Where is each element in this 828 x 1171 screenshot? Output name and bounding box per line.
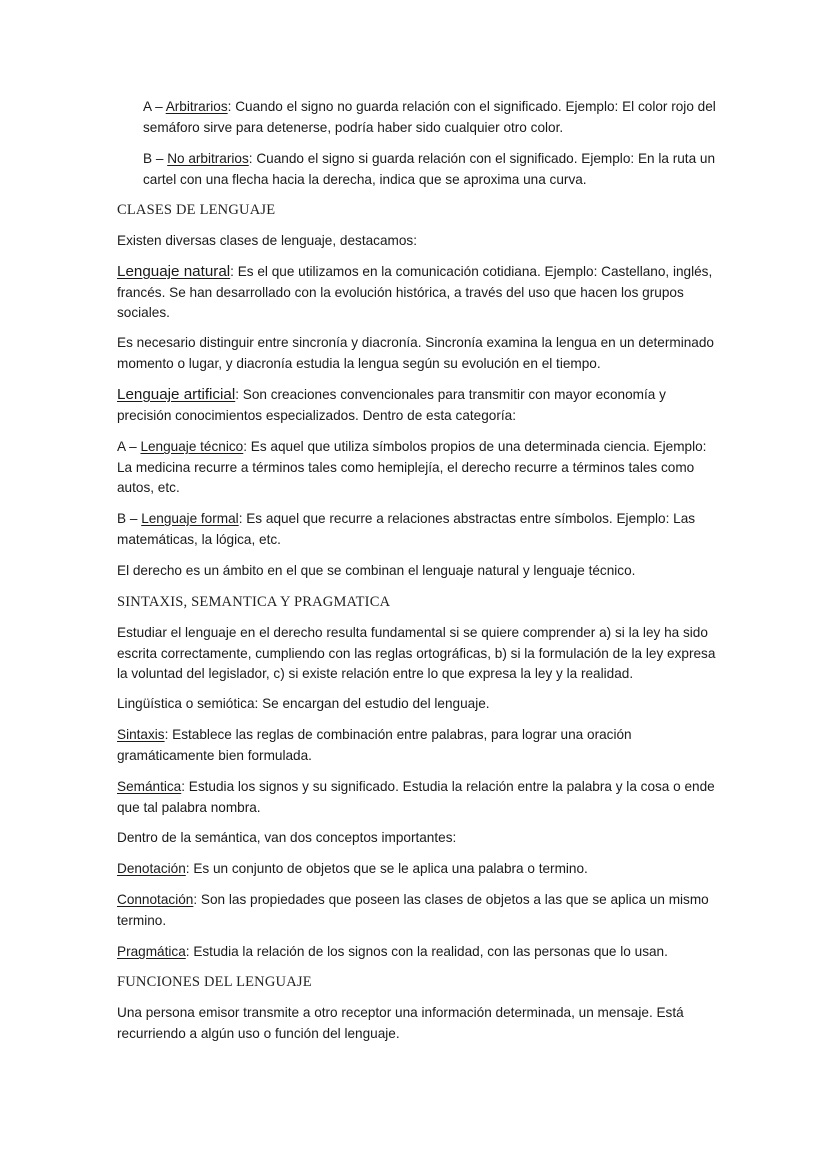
paragraph-lenguaje-tecnico: A – Lenguaje técnico: Es aquel que utiliza símbolos propios de una determinada ciencia. Ejemplo: La medicina recurre a términos tales como hemiplejía, el derecho recurre a términos tales como autos, etc. (117, 439, 707, 495)
paragraph-estudiar-lenguaje: Estudiar el lenguaje en el derecho resulta fundamental si se quiere comprender a) si la ley ha sido escrita correctamente, cumpliendo con las reglas ortográficas, b) si la formulación de la ley expresa la voluntad del legislador, c) si existe relación entre lo que expresa la ley y la realidad. (117, 625, 716, 681)
paragraph-intro-clases: Existen diversas clases de lenguaje, destacamos: (117, 233, 417, 248)
paragraph-no-arbitrarios: B – No arbitrarios: Cuando el signo si guarda relación con el significado. Ejemplo: En la ruta un cartel con una flecha hacia la derecha, indica que se aproxima una curva. (143, 151, 716, 187)
paragraph-pragmatica: Pragmática: Estudia la relación de los signos con la realidad, con las personas que lo usan. (117, 944, 668, 959)
paragraph-semantica: Semántica: Estudia los signos y su significado. Estudia la relación entre la palabra y la cosa o ende que tal palabra nombra. (117, 779, 715, 815)
term-pragmatica: Pragmática (117, 944, 186, 959)
paragraph-connotacion: Connotación: Son las propiedades que poseen las clases de objetos a las que se aplica un mismo termino. (117, 892, 709, 928)
heading-sintaxis-semantica: SINTAXIS, SEMANTICA Y PRAGMATICA (117, 594, 391, 610)
term-connotacion: Connotación (117, 892, 194, 907)
paragraph-arbitrarios: A – Arbitrarios: Cuando el signo no guarda relación con el significado. Ejemplo: El color rojo del semáforo sirve para detenerse, podría haber sido cualquier otro color. (143, 99, 716, 135)
heading-clases-de-lenguaje: CLASES DE LENGUAJE (117, 202, 276, 218)
term-lenguaje-formal: Lenguaje formal (141, 511, 239, 526)
term-arbitrarios: Arbitrarios (165, 99, 228, 114)
paragraph-lenguaje-natural: Lenguaje natural: Es el que utilizamos en la comunicación cotidiana. Ejemplo: Castellano, inglés, francés. Se han desarrollado con la evolución histórica, a través del uso que hacen los grupos sociales. (117, 263, 713, 320)
paragraph-sintaxis: Sintaxis: Establece las reglas de combinación entre palabras, para lograr una oración gramáticamente bien formulada. (117, 727, 632, 763)
term-lenguaje-artificial: Lenguaje artificial (117, 386, 236, 403)
paragraph-emisor-receptor: Una persona emisor transmite a otro receptor una información determinada, un mensaje. Está recurriendo a algún uso o función del lenguaje. (117, 1005, 684, 1041)
paragraph-dentro-semantica: Dentro de la semántica, van dos conceptos importantes: (117, 830, 457, 845)
paragraph-derecho-lenguaje: El derecho es un ámbito en el que se combinan el lenguaje natural y lenguaje técnico. (117, 563, 636, 578)
term-no-arbitrarios: No arbitrarios (167, 151, 249, 166)
term-lenguaje-natural: Lenguaje natural (117, 263, 231, 280)
paragraph-lenguaje-artificial: Lenguaje artificial: Son creaciones convencionales para transmitir con mayor economía y precisión conocimientos especializados. Dentro de esta categoría: (117, 386, 666, 423)
term-semantica: Semántica (117, 779, 182, 794)
paragraph-lenguaje-formal: B – Lenguaje formal: Es aquel que recurre a relaciones abstractas entre símbolos. Ejemplo: Las matemáticas, la lógica, etc. (117, 511, 696, 547)
paragraph-linguistica: Lingüística o semiótica: Se encargan del estudio del lenguaje. (117, 696, 490, 711)
term-lenguaje-tecnico: Lenguaje técnico (140, 439, 244, 454)
term-denotacion: Denotación (117, 861, 186, 876)
paragraph-sincronia: Es necesario distinguir entre sincronía y diacronía. Sincronía examina la lengua en un determinado momento o lugar, y diacronía estudia la lengua según su evolución en el tiempo. (117, 335, 714, 371)
heading-funciones-del-lenguaje: FUNCIONES DEL LENGUAJE (117, 974, 312, 990)
paragraph-denotacion: Denotación: Es un conjunto de objetos que se le aplica una palabra o termino. (117, 861, 588, 876)
term-sintaxis: Sintaxis (117, 727, 165, 742)
